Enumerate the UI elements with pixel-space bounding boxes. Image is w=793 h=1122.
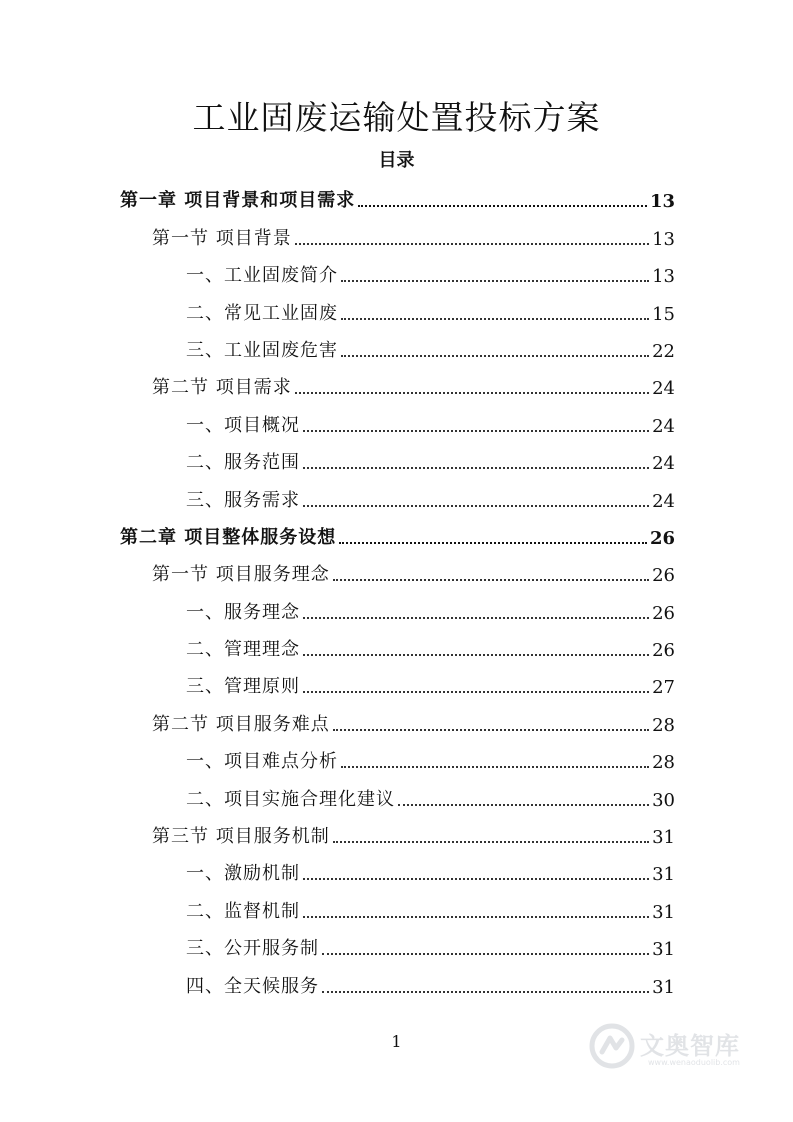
dot-leader	[341, 280, 649, 282]
toc-entry-text: 第一节 项目服务理念	[152, 564, 330, 586]
toc-entry[interactable]	[120, 742, 675, 779]
dot-leader	[303, 505, 649, 507]
dot-leader	[341, 355, 649, 357]
toc-entry-page: 24	[652, 415, 675, 437]
document-title: 工业固废运输处置投标方案	[192, 98, 601, 137]
dot-leader	[295, 392, 649, 394]
toc-heading: 目录	[378, 150, 415, 171]
toc-entry-page: 26	[652, 640, 675, 662]
toc-entry-page: 27	[652, 677, 675, 699]
toc-entry-page: 13	[652, 228, 675, 250]
toc-entry-text: 第一章 项目背景和项目需求	[120, 190, 356, 212]
toc-entry[interactable]	[120, 667, 675, 704]
toc-entry[interactable]	[120, 405, 675, 442]
toc-entry[interactable]	[120, 518, 675, 555]
toc-entry-page: 26	[652, 602, 675, 624]
toc-entry-text: 一、服务理念	[186, 601, 300, 623]
dot-leader	[333, 579, 649, 581]
toc-entry-page: 31	[652, 864, 675, 886]
toc-entry-text: 一、工业固废简介	[186, 265, 338, 287]
dot-leader	[303, 654, 649, 656]
dot-leader	[358, 205, 647, 207]
toc-entry-text: 一、项目概况	[186, 414, 300, 436]
toc-entry-page: 28	[652, 752, 675, 774]
toc-entry-page: 31	[652, 901, 675, 923]
toc-entry-text: 第二节 项目服务难点	[152, 713, 330, 735]
toc-entry[interactable]	[120, 480, 675, 517]
page-number: 1	[391, 1032, 402, 1051]
toc-entry-page: 24	[652, 453, 675, 475]
dot-leader	[303, 691, 649, 693]
toc-entry[interactable]	[120, 181, 675, 218]
toc-entry-page: 31	[652, 976, 675, 998]
table-of-contents	[120, 181, 675, 1004]
toc-entry-text: 三、管理原则	[186, 676, 300, 698]
toc-entry[interactable]	[120, 891, 675, 928]
toc-entry-text: 第二章 项目整体服务设想	[120, 526, 337, 548]
toc-entry-text: 一、项目难点分析	[186, 751, 338, 773]
toc-entry-text: 一、激励机制	[186, 863, 300, 885]
dot-leader	[322, 991, 649, 993]
toc-entry-text: 三、工业固废危害	[186, 339, 338, 361]
toc-entry[interactable]	[120, 817, 675, 854]
watermark	[588, 1018, 758, 1078]
toc-entry-text: 第二节 项目需求	[152, 377, 292, 399]
toc-entry-page: 28	[652, 714, 675, 736]
toc-entry[interactable]	[120, 256, 675, 293]
toc-entry-page: 26	[652, 565, 675, 587]
toc-entry-text: 二、项目实施合理化建议	[186, 788, 395, 810]
toc-entry-text: 四、全天候服务	[186, 975, 319, 997]
toc-entry-page: 13	[649, 191, 675, 213]
toc-entry[interactable]	[120, 293, 675, 330]
toc-entry-page: 31	[652, 939, 675, 961]
dot-leader	[303, 467, 649, 469]
brand-logo-icon	[588, 1022, 636, 1070]
toc-entry-text: 二、监督机制	[186, 900, 300, 922]
toc-entry[interactable]	[120, 854, 675, 891]
toc-entry-page: 30	[652, 789, 675, 811]
toc-entry[interactable]	[120, 630, 675, 667]
toc-entry[interactable]	[120, 966, 675, 1003]
toc-entry[interactable]	[120, 929, 675, 966]
toc-entry[interactable]	[120, 368, 675, 405]
toc-entry[interactable]	[120, 218, 675, 255]
dot-leader	[295, 243, 649, 245]
toc-entry-page: 31	[652, 827, 675, 849]
dot-leader	[398, 804, 649, 806]
toc-entry-text: 二、服务范围	[186, 452, 300, 474]
dot-leader	[341, 318, 649, 320]
toc-entry-page: 15	[652, 303, 675, 325]
toc-entry-page: 13	[652, 266, 675, 288]
dot-leader	[333, 841, 649, 843]
toc-entry-page: 22	[652, 340, 675, 362]
dot-leader	[303, 617, 649, 619]
toc-entry[interactable]	[120, 704, 675, 741]
dot-leader	[303, 878, 649, 880]
watermark-name: 文奥智库	[640, 1032, 740, 1060]
toc-entry-text: 三、服务需求	[186, 489, 300, 511]
toc-entry[interactable]	[120, 779, 675, 816]
dot-leader	[341, 766, 649, 768]
toc-entry-text: 二、常见工业固废	[186, 302, 338, 324]
toc-entry-text: 三、公开服务制	[186, 938, 319, 960]
dot-leader	[339, 542, 647, 544]
toc-entry-text: 第三节 项目服务机制	[152, 826, 330, 848]
toc-entry[interactable]	[120, 331, 675, 368]
dot-leader	[333, 729, 649, 731]
dot-leader	[322, 953, 649, 955]
toc-entry[interactable]	[120, 555, 675, 592]
dot-leader	[303, 916, 649, 918]
toc-entry-page: 24	[652, 378, 675, 400]
toc-entry-text: 二、管理理念	[186, 639, 300, 661]
toc-entry[interactable]	[120, 592, 675, 629]
toc-entry-text: 第一节 项目背景	[152, 227, 292, 249]
dot-leader	[303, 430, 649, 432]
toc-entry-page: 26	[649, 527, 675, 549]
watermark-url: www.wenaoduolib.com	[648, 1058, 740, 1067]
toc-entry-page: 24	[652, 490, 675, 512]
toc-entry[interactable]	[120, 443, 675, 480]
